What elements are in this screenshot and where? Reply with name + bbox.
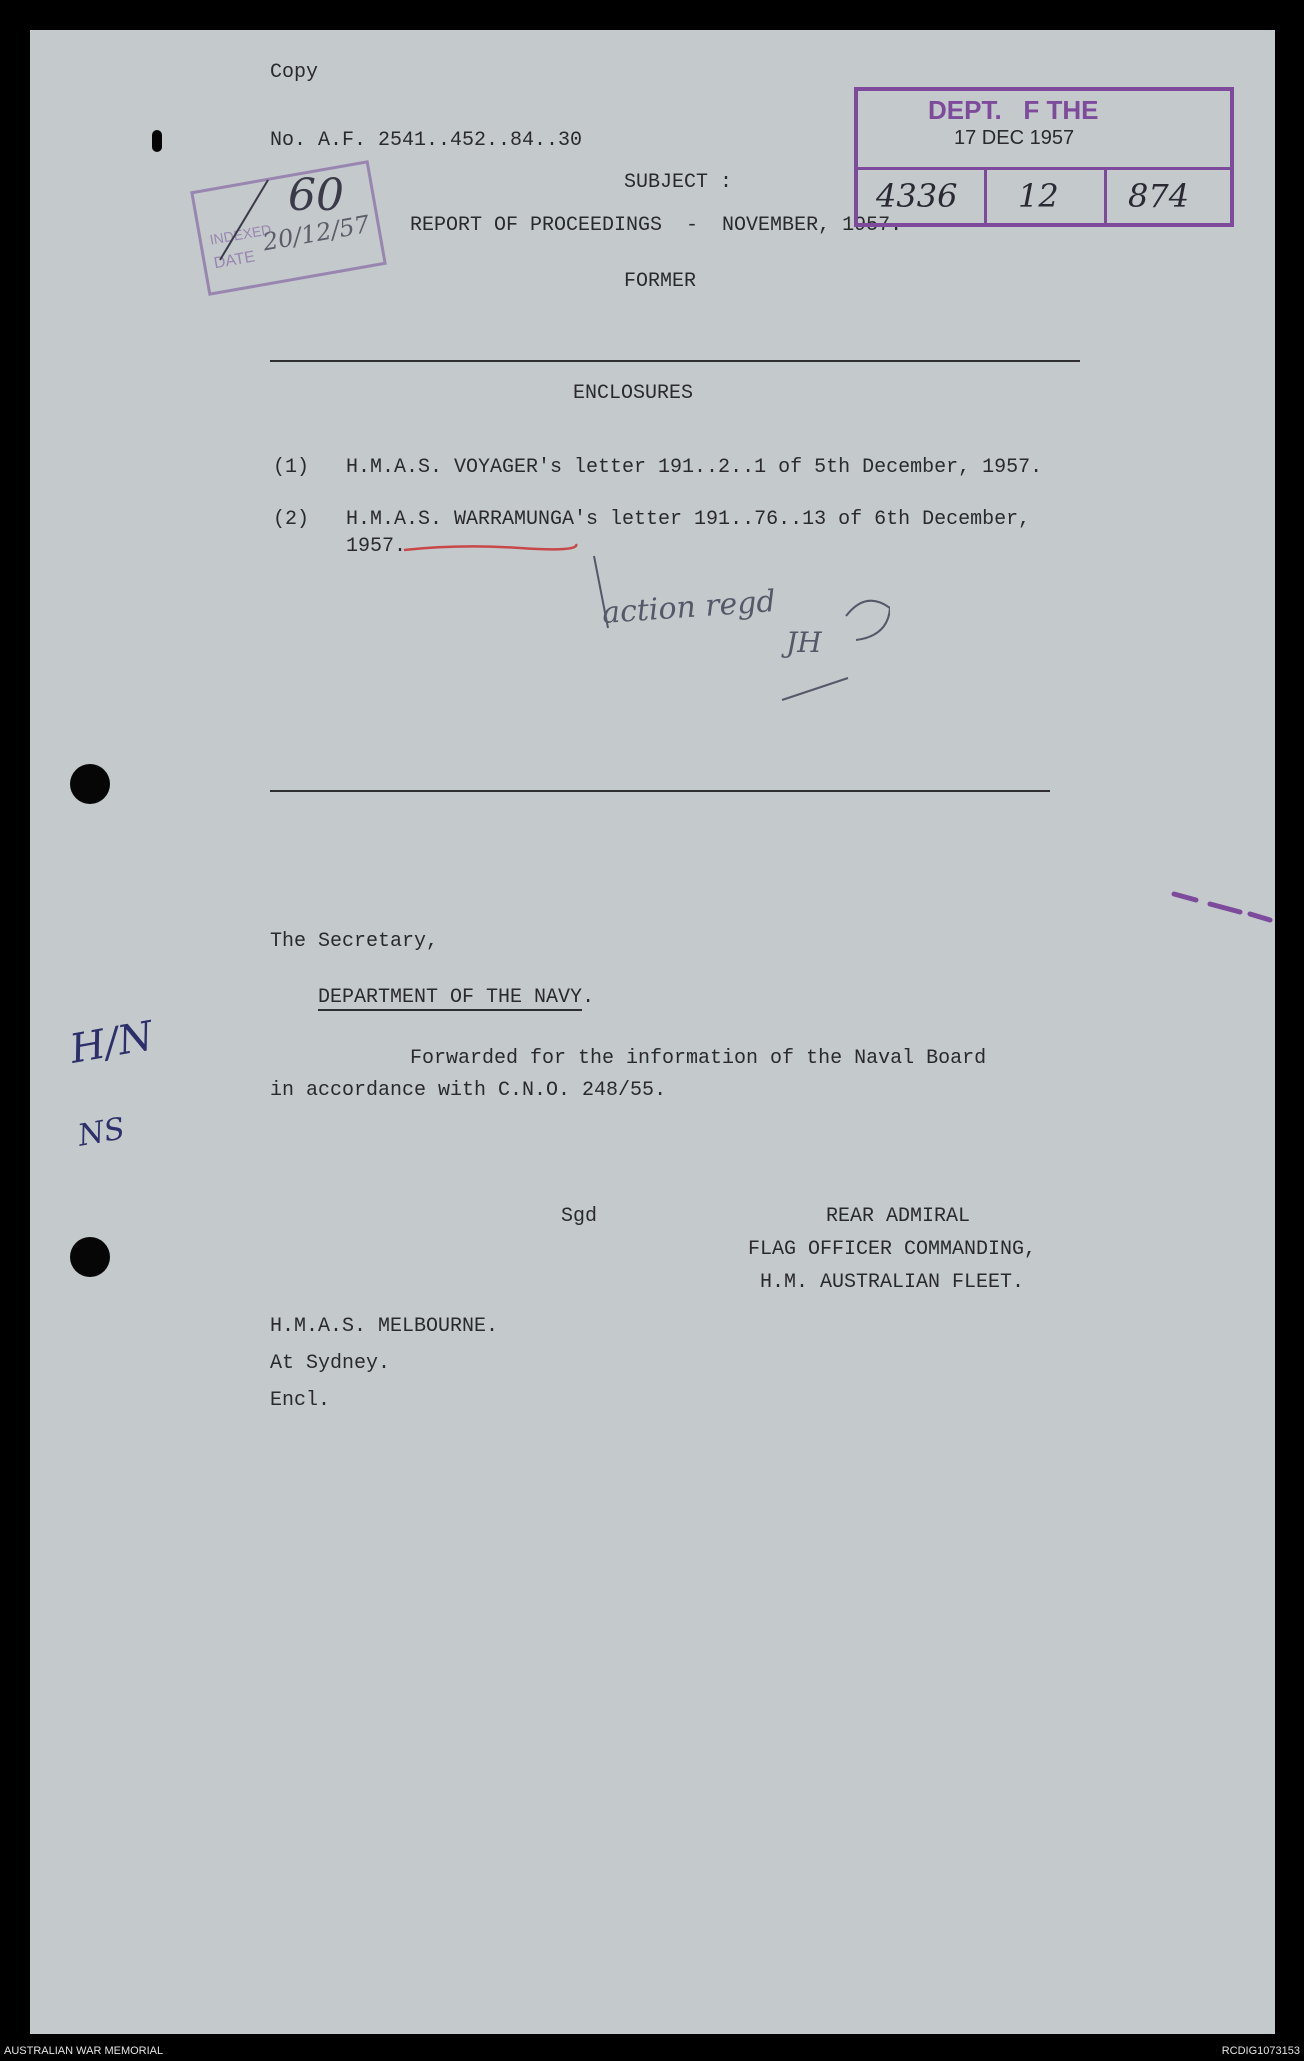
handwritten-note: action regd bbox=[600, 583, 777, 632]
origin-line-3: Encl. bbox=[270, 1389, 331, 1412]
stamp-cell-number-2: 12 bbox=[1018, 177, 1059, 215]
punch-hole-bottom bbox=[70, 1237, 110, 1277]
bottom-divider bbox=[270, 790, 1050, 792]
enclosure-2-text-cont: 1957. bbox=[346, 535, 407, 558]
stamp-date: 17 DEC 1957 bbox=[954, 127, 1075, 149]
stamp-divider bbox=[858, 167, 1230, 170]
footer-right: RCDIG1073153 bbox=[1221, 2045, 1300, 2057]
handwritten-stroke bbox=[190, 170, 290, 270]
stamp-cell-number-1: 4336 bbox=[876, 177, 958, 215]
enclosure-2-text: H.M.A.S. WARRAMUNGA's letter 191..76..13 of 6th December, bbox=[346, 508, 1031, 531]
department-received-stamp bbox=[854, 87, 1234, 227]
stamp-cell-divider-2 bbox=[1104, 169, 1107, 223]
signatory-title-2: H.M. AUSTRALIAN FLEET. bbox=[760, 1271, 1025, 1294]
subject-line: REPORT OF PROCEEDINGS - NOVEMBER, 1957. bbox=[410, 214, 903, 237]
reference-number: No. A.F. 2541..452..84..30 bbox=[270, 129, 583, 152]
top-divider bbox=[270, 360, 1080, 362]
punch-hole-top bbox=[70, 764, 110, 804]
signed-label: Sgd bbox=[561, 1205, 598, 1228]
footer-left: AUSTRALIAN WAR MEMORIAL bbox=[4, 2045, 164, 2057]
enclosure-1-text: H.M.A.S. VOYAGER's letter 191..2..1 of 5th December, 1957. bbox=[346, 456, 1043, 479]
purple-edge-mark bbox=[1170, 882, 1275, 932]
enclosure-1-number: (1) bbox=[273, 456, 310, 479]
stamp-cell-number-3: 874 bbox=[1128, 177, 1190, 215]
indexed-stamp-date: 20/12/57 bbox=[260, 210, 372, 257]
enclosure-2-number: (2) bbox=[273, 508, 310, 531]
origin-line-1: H.M.A.S. MELBOURNE. bbox=[270, 1315, 499, 1338]
handwritten-note-marks bbox=[570, 550, 890, 710]
signatory-title-1: FLAG OFFICER COMMANDING, bbox=[748, 1238, 1037, 1261]
signatory-rank: REAR ADMIRAL bbox=[826, 1205, 971, 1228]
subject-label: SUBJECT : bbox=[624, 171, 733, 194]
document-page bbox=[30, 30, 1275, 2034]
stamp-header: DEPT. F THE bbox=[928, 95, 1099, 125]
punch-hole-small bbox=[152, 130, 162, 152]
addressee-line-2 bbox=[270, 962, 594, 1034]
copy-label: Copy bbox=[270, 61, 319, 84]
indexed-stamp-text: INDEXED bbox=[208, 221, 273, 248]
indexed-stamp-date-label: DATE bbox=[212, 248, 257, 273]
handwritten-note-initials: JH bbox=[786, 626, 822, 659]
addressee-line-1: The Secretary, bbox=[270, 930, 439, 953]
handwritten-initials-top: 60 bbox=[288, 170, 344, 221]
enclosures-heading: ENCLOSURES bbox=[573, 382, 694, 405]
body-line-1: Forwarded for the information of the Naval Board bbox=[410, 1047, 987, 1070]
margin-initials-1: H/N bbox=[66, 1013, 157, 1073]
red-underline-mark bbox=[400, 538, 580, 558]
body-line-2: in accordance with C.N.O. 248/55. bbox=[270, 1079, 667, 1102]
department-name-period: . bbox=[582, 986, 595, 1009]
margin-initials-2: NS bbox=[75, 1111, 128, 1154]
department-name: DEPARTMENT OF THE NAVY bbox=[318, 986, 583, 1009]
origin-line-2: At Sydney. bbox=[270, 1352, 391, 1375]
stamp-cell-divider-1 bbox=[984, 169, 987, 223]
former-label: FORMER bbox=[624, 270, 697, 293]
